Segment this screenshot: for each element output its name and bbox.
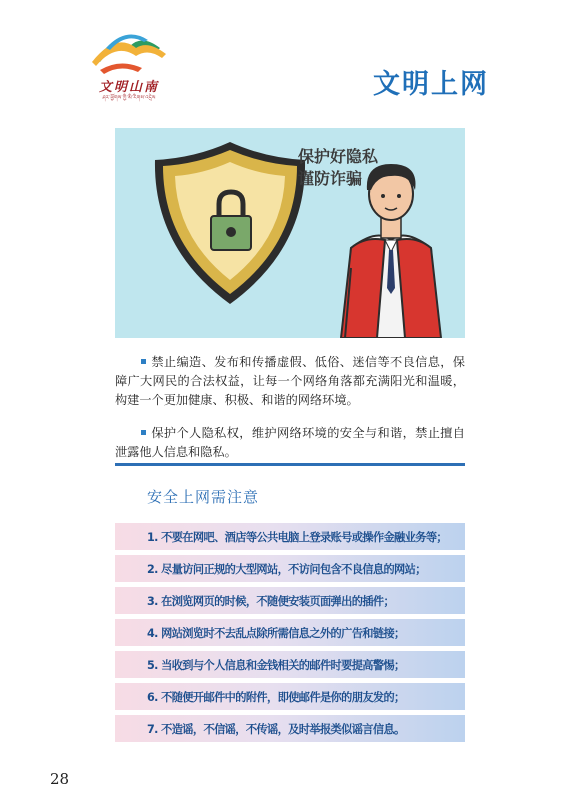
paragraph-1 — [115, 353, 465, 410]
caption-line-1: 保护好隐私 — [298, 147, 379, 166]
privacy-illustration — [115, 128, 465, 338]
page-number: 28 — [50, 770, 70, 788]
section-title: 安全上网需注意 — [147, 488, 260, 506]
page-title: 文明上网 — [373, 69, 489, 100]
logo-subtext: ཤར་ཕྱོགས་ཀྱི་མི་རིགས་འདྲེས — [102, 95, 156, 101]
tip-item-3: 3. 在浏览网页的时候，不随便安装页面弹出的插件； — [115, 587, 465, 614]
shield-lock-person-graphic — [115, 128, 465, 338]
paragraph-2 — [115, 424, 465, 462]
tip-item-6: 6. 不随便开邮件中的附件，即使邮件是你的朋友发的； — [115, 683, 465, 710]
tips-list — [115, 523, 465, 747]
tip-item-5: 5. 当收到与个人信息和金钱相关的邮件时要提高警惕； — [115, 651, 465, 678]
paragraph-2-text: 保护个人隐私权，维护网络环境的安全与和谐，禁止擅自泄露他人信息和隐私。 — [115, 426, 465, 459]
illustration-caption — [298, 146, 378, 190]
paragraph-1-text: 禁止编造、发布和传播虚假、低俗、迷信等不良信息，保障广大网民的合法权益，让每一个网络角落都充满阳光和温暖，构建一个更加健康、积极、和谐的网络环境。 — [115, 355, 465, 407]
section-divider — [115, 463, 465, 466]
tip-item-7: 7. 不造谣，不信谣，不传谣，及时举报类似谣言信息。 — [115, 715, 465, 742]
tip-item-1: 1. 不要在网吧、酒店等公共电脑上登录账号或操作金融业务等； — [115, 523, 465, 550]
bullet-square-icon — [141, 430, 146, 435]
logo-text: 文明山南 — [98, 80, 159, 95]
bullet-square-icon — [141, 359, 146, 364]
caption-line-2: 谨防诈骗 — [298, 169, 363, 188]
tip-item-2: 2. 尽量访问正规的大型网站，不访问包含不良信息的网站； — [115, 555, 465, 582]
tip-item-4: 4. 网站浏览时不去乱点除所需信息之外的广告和链接； — [115, 619, 465, 646]
